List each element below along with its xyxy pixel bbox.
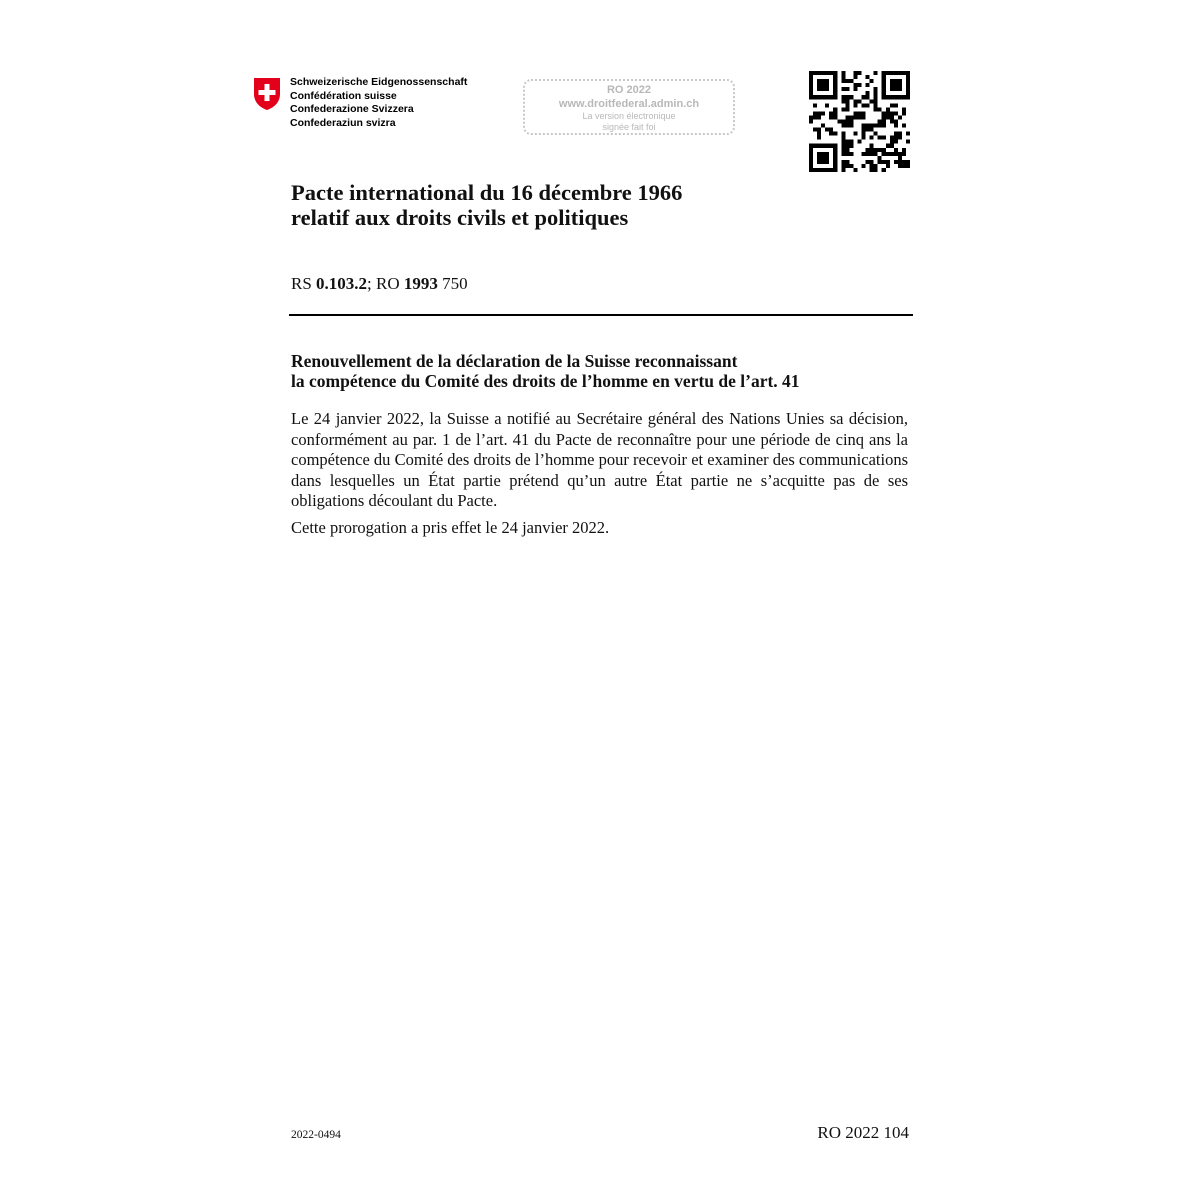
- body-text: [291, 409, 908, 538]
- stamp-line-3: La version électronique: [582, 111, 676, 121]
- federal-name-rm: Confederaziun svizra: [290, 116, 396, 129]
- stamp-line-2: www.droitfederal.admin.ch: [558, 98, 700, 110]
- subtitle-line-2: la compétence du Comité des droits de l’homme en vertu de l’art. 41: [291, 371, 800, 391]
- federal-name-de: Schweizerische Eidgenossenschaft: [290, 76, 468, 88]
- ref-rs-number: 0.103.2: [316, 274, 368, 293]
- subtitle-line-1: Renouvellement de la déclaration de la Suisse reconnaissant: [291, 351, 738, 371]
- horizontal-divider: [289, 314, 913, 316]
- ref-rs-prefix: RS: [291, 274, 317, 293]
- federal-names: [290, 76, 467, 130]
- title-line-1: Pacte international du 16 décembre 1966: [291, 180, 683, 205]
- footer-doc-number: 2022-0494: [291, 1129, 341, 1141]
- federal-name-fr: Confédération suisse: [290, 89, 397, 102]
- stamp-line-4: signée fait foi: [602, 122, 656, 132]
- ref-ro-page: 750: [437, 274, 468, 293]
- paragraph-2: Cette prorogation a pris effet le 24 janvier 2022.: [291, 517, 610, 537]
- stamp-line-1: RO 2022: [606, 84, 652, 96]
- signature-stamp: [523, 79, 735, 135]
- qr-code-icon: [809, 71, 910, 172]
- ref-ro-year: 1993: [403, 274, 438, 293]
- federal-logo: [252, 76, 467, 130]
- federal-name-it: Confederazione Svizzera: [290, 103, 414, 115]
- paragraph-1: Le 24 janvier 2022, la Suisse a notifié au Secrétaire général des Nations Unies sa décision, conformément au par. 1 de l’art. 41 du Pacte de reconnaître pour une période de cinq ans la compétence du Comité des droits de l’homme pour recevoir et examiner des communications dans lesquelles un État partie prétend qu’un autre État partie ne s’acquitte pas de ses obligations découlant du Pacte.: [291, 409, 908, 510]
- swiss-shield-icon: [252, 76, 282, 112]
- footer-ro-reference: RO 2022 104: [817, 1123, 909, 1142]
- title-line-2: relatif aux droits civils et politiques: [291, 205, 629, 230]
- page-title: [291, 180, 911, 230]
- reference-line: [291, 274, 468, 294]
- section-heading: [291, 351, 911, 391]
- ref-separator: ; RO: [367, 274, 404, 293]
